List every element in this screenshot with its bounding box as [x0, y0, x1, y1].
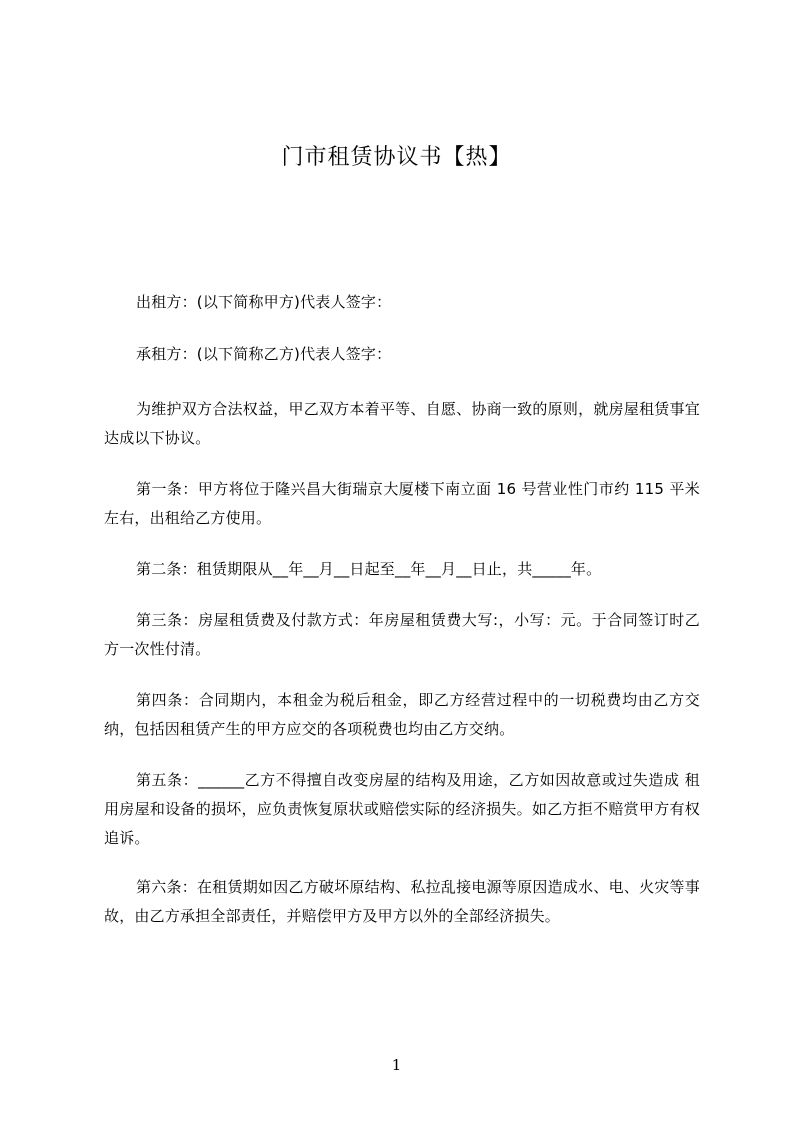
article-5: 第五条：______乙方不得擅自改变房屋的结构及用途，乙方如因故意或过失造成 租用房屋和设备的损坏，应负责恢复原状或赔偿实际的经济损失。如乙方拒不赔赏甲方有权追诉。 — [104, 771, 700, 847]
article-3: 第三条：房屋租赁费及付款方式：年房屋租赁费大写:，小写：元。于合同签订时乙方一次性付清。 — [104, 611, 700, 658]
article-2: 第二条：租赁期限从__年__月__日起至__年__月__日止，共_____年。 — [136, 560, 602, 578]
document-title: 门市租赁协议书【热】 — [281, 145, 512, 170]
article-1: 第一条：甲方将位于隆兴昌大街瑞京大厦楼下南立面 16 号营业性门市约 115 平米左右，出租给乙方使用。 — [104, 480, 700, 527]
page-number: 1 — [391, 1056, 402, 1074]
preamble-paragraph: 为维护双方合法权益，甲乙双方本着平等、自愿、协商一致的原则，就房屋租赁事宜达成以下协议。 — [104, 400, 700, 447]
article-4: 第四条：合同期内，本租金为税后租金，即乙方经营过程中的一切税费均由乙方交纳，包括因租赁产生的甲方应交的各项税费也均由乙方交纳。 — [104, 691, 700, 738]
lessor-line: 出租方：(以下简称甲方)代表人签字： — [136, 293, 392, 311]
article-6: 第六条：在租赁期如因乙方破坏原结构、私拉乱接电源等原因造成水、电、火灾等事故，由乙方承担全部责任，并赔偿甲方及甲方以外的全部经济损失。 — [104, 878, 700, 925]
lessee-line: 承租方：(以下简称乙方)代表人签字： — [136, 345, 392, 363]
